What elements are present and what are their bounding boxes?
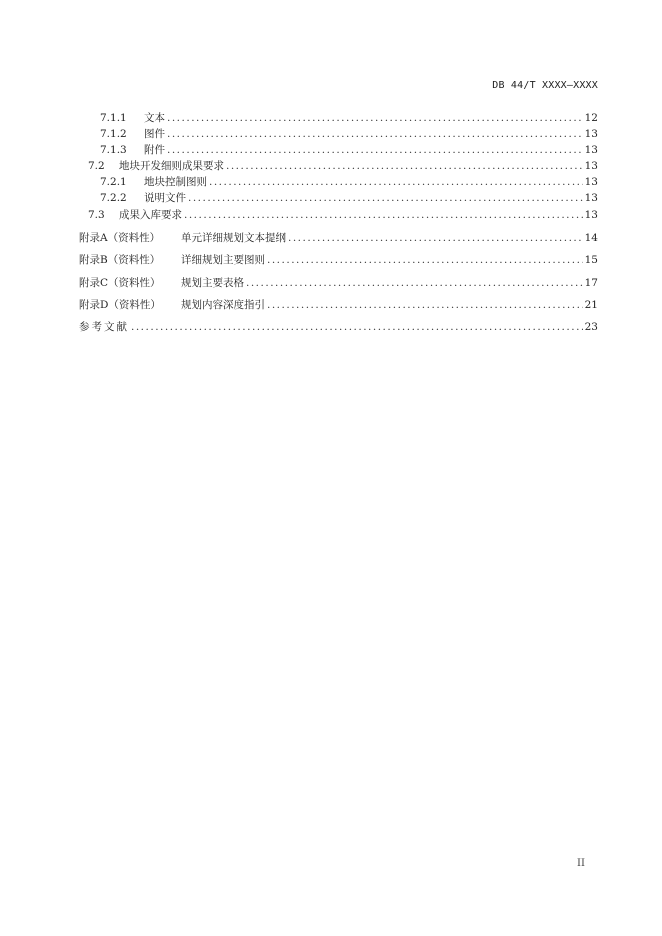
toc-entry-page: 13 <box>584 176 598 188</box>
toc-entry-title: 图件 <box>144 128 165 140</box>
toc-entry-title: 说明文件 <box>144 192 186 204</box>
page-number: II <box>577 858 585 869</box>
toc-leader-dots <box>184 207 583 223</box>
toc-entry-page: 17 <box>584 277 598 289</box>
toc-leader-dots <box>167 110 583 126</box>
toc-entry-page: 12 <box>584 112 598 124</box>
toc-entry-number: 7.2 <box>88 160 105 172</box>
toc-entry-title: 成果入库要求 <box>119 209 182 221</box>
toc-entry-title: 附件 <box>144 144 165 156</box>
toc-entry[interactable] <box>100 126 598 142</box>
toc-leader-dots <box>267 297 583 313</box>
toc-entry-appendix-c[interactable] <box>79 275 598 291</box>
toc-entry-title: 地块开发细则成果要求 <box>119 160 224 172</box>
toc-entry-number: 7.1.1 <box>100 112 127 124</box>
toc-entry-page: 14 <box>584 232 598 244</box>
toc-entry-page: 13 <box>584 128 598 140</box>
toc-leader-dots <box>131 319 583 335</box>
toc-entry[interactable] <box>88 158 598 174</box>
toc-entry-appendix-b[interactable] <box>79 252 598 268</box>
toc-entry-number: 附录C（资料性） <box>79 277 161 289</box>
toc-entry-number: 7.1.3 <box>100 144 127 156</box>
toc-entry-appendix-a[interactable] <box>79 230 598 246</box>
toc-entry[interactable] <box>100 110 598 126</box>
toc-entry-page: 23 <box>584 321 598 333</box>
toc-entry-page: 15 <box>584 254 598 266</box>
toc-entry[interactable] <box>88 207 598 223</box>
toc-entry-page: 13 <box>584 160 598 172</box>
toc-entry[interactable] <box>100 142 598 158</box>
toc-leader-dots <box>288 230 583 246</box>
toc-entry-title: 单元详细规划文本提纲 <box>181 232 286 244</box>
toc-entry-number: 7.2.2 <box>100 192 127 204</box>
toc-entry-number: 附录A（资料性） <box>79 232 161 244</box>
toc-entry-title: 详细规划主要图则 <box>181 254 265 266</box>
toc-entry-page: 13 <box>584 209 598 221</box>
toc-entry-number: 7.2.1 <box>100 176 127 188</box>
toc-entry-number: 附录D（资料性） <box>79 299 161 311</box>
toc-leader-dots <box>167 142 583 158</box>
toc-entry-title: 规划内容深度指引 <box>181 299 265 311</box>
document-code: DB 44/T XXXX—XXXX <box>492 80 598 91</box>
toc-entry[interactable] <box>100 174 598 190</box>
toc-entry-references[interactable] <box>79 319 598 335</box>
toc-entry[interactable] <box>100 190 598 206</box>
toc-entry-title: 规划主要表格 <box>181 277 244 289</box>
toc-entry-page: 13 <box>584 192 598 204</box>
toc-entry-appendix-d[interactable] <box>79 297 598 313</box>
toc-entry-number: 7.1.2 <box>100 128 127 140</box>
toc-leader-dots <box>267 252 583 268</box>
toc-leader-dots <box>246 275 583 291</box>
toc-entry-number: 附录B（资料性） <box>79 254 161 266</box>
toc-entry-number: 7.3 <box>88 209 105 221</box>
toc-entry-page: 13 <box>584 144 598 156</box>
toc-entry-page: 21 <box>584 299 598 311</box>
toc-entry-title: 文本 <box>144 112 165 124</box>
toc-leader-dots <box>167 126 583 142</box>
toc-leader-dots <box>226 158 583 174</box>
toc-leader-dots <box>209 174 583 190</box>
toc-leader-dots <box>188 190 583 206</box>
toc-entry-title: 参考文献 <box>79 321 129 333</box>
toc-entry-title: 地块控制图则 <box>144 176 207 188</box>
